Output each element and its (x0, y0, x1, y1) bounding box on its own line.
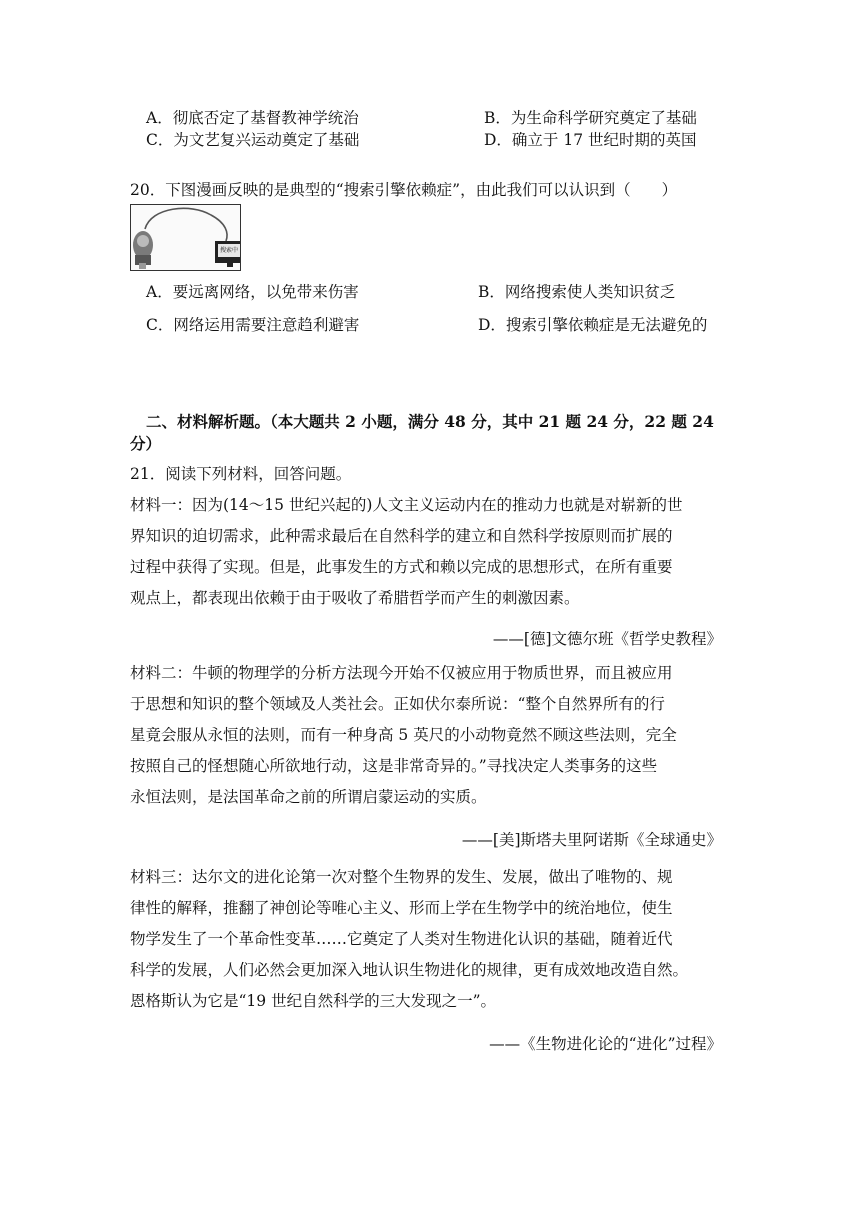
material-2-line: 于思想和知识的整个领域及人类社会。正如伏尔泰所说：“整个自然界所有的行 (130, 695, 665, 713)
q20-option-d: D．搜索引擎依赖症是无法避免的 (478, 316, 708, 334)
material-1-line: 过程中获得了实现。但是，此事发生的方式和赖以完成的思想形式，在所有重要 (130, 558, 673, 576)
q19-option-b: B．为生命科学研究奠定了基础 (484, 109, 697, 127)
q19-option-d: D．确立于 17 世纪时期的英国 (484, 131, 697, 149)
cartoon-screen-text: 搜索中 (220, 247, 239, 254)
q19-option-a: A．彻底否定了基督教神学统治 (146, 109, 359, 127)
material-2-line: 材料二：牛顿的物理学的分析方法现今开始不仅被应用于物质世界，而且被应用 (130, 664, 673, 682)
q19-option-c: C．为文艺复兴运动奠定了基础 (146, 131, 360, 149)
q20-option-b: B．网络搜索使人类知识贫乏 (478, 283, 676, 301)
q21-stem: 21．阅读下列材料，回答问题。 (130, 465, 352, 483)
material-3-source: ——《生物进化论的“进化”过程》 (489, 1035, 722, 1053)
cartoon-drawing (131, 205, 240, 270)
q20-option-c: C．网络运用需要注意趋利避害 (146, 316, 360, 334)
material-3-line: 科学的发展，人们必然会更加深入地认识生物进化的规律，更有成效地改造自然。 (130, 961, 689, 979)
material-1-line: 界知识的迫切需求，此种需求最后在自然科学的建立和自然科学按原则而扩展的 (130, 527, 673, 545)
q20-stem: 20．下图漫画反映的是典型的“搜索引擎依赖症”，由此我们可以认识到（ ） (130, 181, 678, 199)
material-2-source: ——[美]斯塔夫里阿诺斯《全球通史》 (461, 831, 722, 849)
q20-option-a: A．要远离网络，以免带来伤害 (146, 283, 359, 301)
material-3-line: 材料三：达尔文的进化论第一次对整个生物界的发生、发展，做出了唯物的、规 (130, 868, 673, 886)
material-3-line: 律性的解释，推翻了神创论等唯心主义、形而上学在生物学中的统治地位，使生 (130, 899, 673, 917)
material-1-line: 材料一：因为(14～15 世纪兴起的)人文主义运动内在的推动力也就是对崭新的世 (130, 496, 683, 514)
material-2-line: 星竟会服从永恒的法则，而有一种身高 5 英尺的小动物竟然不顾这些法则，完全 (130, 726, 677, 744)
material-3-line: 恩格斯认为它是“19 世纪自然科学的三大发现之一”。 (130, 992, 496, 1010)
material-1-line: 观点上，都表现出依赖于由于吸收了希腊哲学而产生的刺激因素。 (130, 589, 580, 607)
cartoon-image (130, 204, 241, 271)
material-2-line: 永恒法则，是法国革命之前的所谓启蒙运动的实质。 (130, 788, 487, 806)
section-heading: 二、材料解析题。（本大题共 2 小题，满分 48 分，其中 21 题 24 分，22 题 24 (146, 412, 714, 431)
material-3-line: 物学发生了一个革命性变革……它奠定了人类对生物进化认识的基础，随着近代 (130, 930, 673, 948)
material-2-line: 按照自己的怪想随心所欲地行动，这是非常奇异的。”寻找决定人类事务的这些 (130, 757, 658, 775)
section-heading-cont: 分） (130, 434, 162, 453)
material-1-source: ——[德]文德尔班《哲学史教程》 (492, 630, 722, 648)
